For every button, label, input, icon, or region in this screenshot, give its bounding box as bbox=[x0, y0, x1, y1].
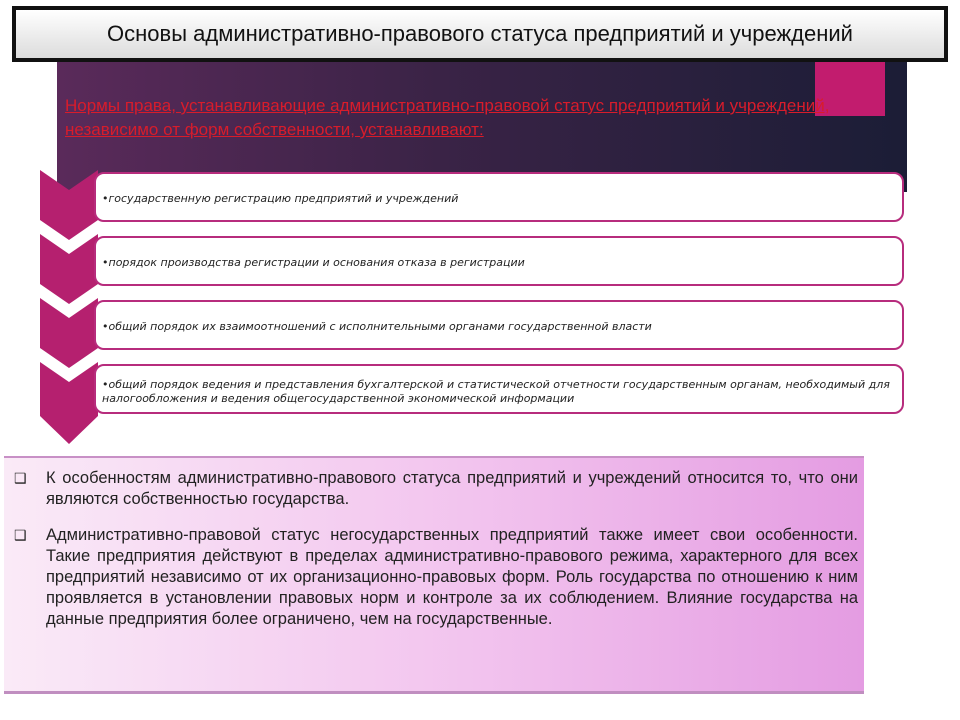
section-heading: Нормы права, устанавливающие административно-правовой статус предприятий и учреждений, независимо от форм собственности, устанавливают: bbox=[65, 96, 830, 139]
square-bullet-icon: ❑ bbox=[14, 527, 27, 543]
slide-title: Основы административно-правового статуса предприятий и учреждений bbox=[107, 21, 853, 46]
paragraph: ❑ Административно-правовой статус негосударственных предприятий также имеет свои особенности. Такие предприятия действуют в пределах административно-правового режима, характерного для всех предприятий независимо от их организационно-правовых форм. Роль государства по отношению к ним проявляется в установлении правовых норм и контроле за их соблюдением. Влияние государства на данные предприятия более ограничено, чем на государственные. bbox=[14, 526, 858, 628]
info-box bbox=[4, 456, 864, 694]
chevron-arrow-4 bbox=[40, 362, 98, 444]
list-item: •общий порядок их взаимоотношений с исполнительными органами государственной власти bbox=[94, 300, 904, 350]
list-item-text: общий порядок ведения и представления бухгалтерской и статистической отчетности государственным органам, необходимый для налогообложения и ведения общегосударственной экономической информации bbox=[102, 378, 890, 405]
square-bullet-icon: ❑ bbox=[14, 470, 27, 486]
paragraph: ❑ К особенностям административно-правового статуса предприятий и учреждений относится то, что они являются собственностью государства. bbox=[14, 469, 858, 508]
list-item: •общий порядок ведения и представления бухгалтерской и статистической отчетности государственным органам, необходимый для налогообложения и ведения общегосударственной экономической информации bbox=[94, 364, 904, 414]
list-item-text: государственную регистрацию предприятий и учреждений bbox=[108, 192, 459, 205]
list-item: •порядок производства регистрации и основания отказа в регистрации bbox=[94, 236, 904, 286]
chevron-arrow-2 bbox=[40, 234, 98, 304]
list-item-text: общий порядок их взаимоотношений с исполнительными органами государственной власти bbox=[108, 320, 652, 333]
list-item: •государственную регистрацию предприятий и учреждений bbox=[94, 172, 904, 222]
chevron-arrow-1 bbox=[40, 170, 98, 240]
chevron-arrow-3 bbox=[40, 298, 98, 368]
list-item-text: порядок производства регистрации и основания отказа в регистрации bbox=[108, 256, 525, 269]
slide-title-bar bbox=[12, 6, 948, 62]
